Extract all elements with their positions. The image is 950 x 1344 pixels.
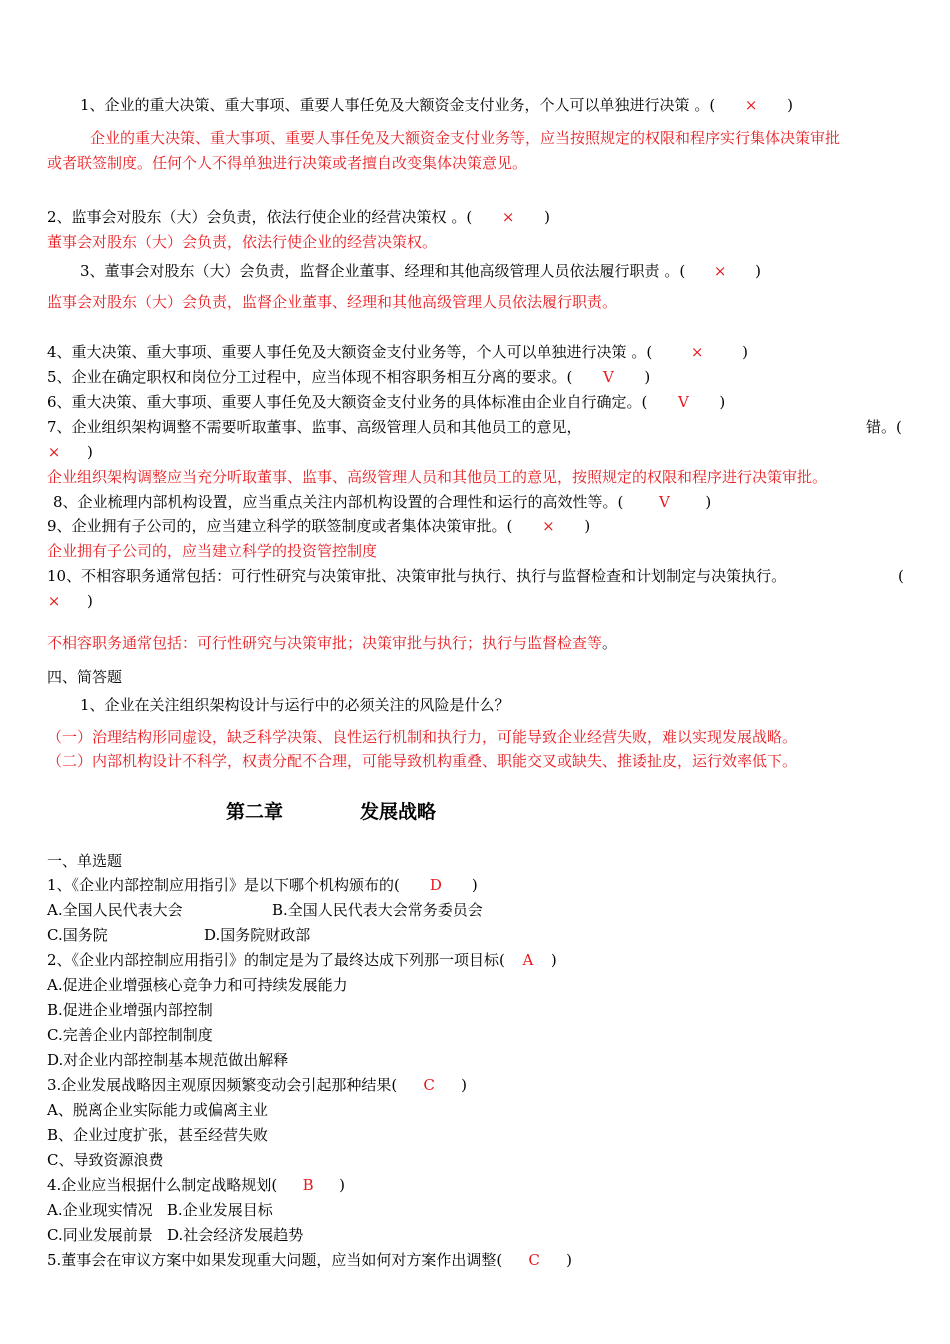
tf-answer-2: × — [501, 208, 515, 226]
short-answer-heading: 四、简答题 — [47, 668, 123, 686]
tf-answer-8: V — [658, 493, 670, 511]
tf-question-7-answer-line: × ) — [47, 443, 93, 461]
tf-question-7-verdict: 错。( — [866, 418, 902, 436]
mc-q4-options-ab: A.企业现实情况 B.企业发展目标 — [47, 1201, 273, 1219]
short-answer-point-1: （一）治理结构形同虚设，缺乏科学决策、良性运行机制和执行力，可能导致企业经营失败，难以实现发展战略。 — [47, 728, 798, 746]
tf-answer-5: V — [602, 368, 614, 386]
mc-question-3: 3.企业发展战略因主观原因频繁变动会引起那种结果( C ) — [47, 1076, 468, 1094]
tf-question-3: 3、董事会对股东（大）会负责，监督企业董事、经理和其他高级管理人员依法履行职责 。( × ) — [80, 262, 762, 280]
tf-explanation-1b: 或者联签制度。任何个人不得单独进行决策或者擅自改变集体决策意见。 — [47, 154, 528, 172]
mc-q4-options-cd: C.同业发展前景 D.社会经济发展趋势 — [47, 1226, 304, 1244]
mc-q3-option-c: C、导致资源浪费 — [47, 1151, 164, 1169]
tf-explanation-2: 董事会对股东（大）会负责，依法行使企业的经营决策权。 — [47, 233, 438, 251]
tf-answer-9: × — [542, 517, 555, 535]
tf-answer-10: × — [47, 592, 61, 610]
tf-question-5: 5、企业在确定职权和岗位分工过程中，应当体现不相容职务相互分离的要求。( V ) — [47, 368, 651, 386]
chapter-title: 发展战略 — [360, 801, 437, 823]
tf-explanation-9: 企业拥有子公司的，应当建立科学的投资管控制度 — [47, 542, 378, 560]
mc-question-4: 4.企业应当根据什么制定战略规划( B ) — [47, 1176, 346, 1194]
tf-answer-7: × — [47, 443, 61, 461]
tf-answer-4: × — [690, 343, 704, 361]
tf-explanation-1a: 企业的重大决策、重大事项、重要人事任免及大额资金支付业务等，应当按照规定的权限和程序实行集体决策审批 — [90, 129, 841, 147]
tf-explanation-10: 不相容职务通常包括：可行性研究与决策审批；决策审批与执行；执行与监督检查等。 — [47, 634, 618, 652]
mc-heading: 一、单选题 — [47, 852, 123, 870]
tf-question-10-paren: ( — [898, 567, 904, 585]
mc-answer-5: C — [528, 1251, 540, 1269]
tf-question-1: 1、企业的重大决策、重大事项、重要人事任免及大额资金支付业务，个人可以单独进行决策 。( × ) — [80, 96, 794, 114]
tf-question-9: 9、企业拥有子公司的，应当建立科学的联签制度或者集体决策审批。( × ) — [47, 517, 591, 535]
tf-question-2: 2、监事会对股东（大）会负责，依法行使企业的经营决策权 。( × ) — [47, 208, 551, 226]
mc-answer-3: C — [423, 1076, 435, 1094]
mc-q1-option-c: C.国务院 — [47, 926, 108, 944]
mc-question-5: 5.董事会在审议方案中如果发现重大问题，应当如何对方案作出调整( C ) — [47, 1251, 573, 1269]
tf-question-6: 6、重大决策、重大事项、重要人事任免及大额资金支付业务的具体标准由企业自行确定。( V ) — [47, 393, 726, 411]
tf-answer-6: V — [677, 393, 689, 411]
mc-q2-option-b: B.促进企业增强内部控制 — [47, 1001, 213, 1019]
tf-question-10: 10、不相容职务通常包括：可行性研究与决策审批、决策审批与执行、执行与监督检查和计划制定与决策执行。 — [47, 567, 787, 585]
tf-answer-3: × — [713, 262, 727, 280]
mc-question-1: 1、《企业内部控制应用指引》是以下哪个机构颁布的( D ) — [47, 876, 478, 894]
mc-q3-option-a: A、脱离企业实际能力或偏离主业 — [47, 1101, 268, 1119]
tf-question-8: 8、企业梳理内部机构设置，应当重点关注内部机构设置的合理性和运行的高效性等。( V ) — [53, 493, 712, 511]
mc-q2-option-d: D.对企业内部控制基本规范做出解释 — [47, 1051, 289, 1069]
tf-question-10-answer-line: × ) — [47, 592, 93, 610]
mc-q1-option-b: B.全国人民代表大会常务委员会 — [272, 901, 483, 919]
short-answer-point-2: （二）内部机构设计不科学，权责分配不合理，可能导致机构重叠、职能交叉或缺失、推诿扯皮，运行效率低下。 — [47, 752, 798, 770]
mc-q1-option-d: D.国务院财政部 — [204, 926, 311, 944]
mc-question-2: 2、《企业内部控制应用指引》的制定是为了最终达成下列那一项目标( A ) — [47, 951, 557, 969]
tf-explanation-3: 监事会对股东（大）会负责，监督企业董事、经理和其他高级管理人员依法履行职责。 — [47, 293, 618, 311]
short-answer-question-1: 1、企业在关注组织架构设计与运行中的必须关注的风险是什么？ — [80, 696, 510, 714]
chapter-number: 第二章 — [226, 801, 284, 823]
tf-answer-1: × — [744, 96, 758, 114]
mc-answer-1: D — [429, 876, 442, 894]
mc-answer-2: A — [522, 951, 534, 969]
mc-q3-option-b: B、企业过度扩张，甚至经营失败 — [47, 1126, 269, 1144]
mc-q2-option-a: A.促进企业增强核心竞争力和可持续发展能力 — [47, 976, 348, 994]
tf-question-7: 7、企业组织架构调整不需要听取董事、监事、高级管理人员和其他员工的意见， — [47, 418, 582, 436]
tf-question-4: 4、重大决策、重大事项、重要人事任免及大额资金支付业务等，个人可以单独进行决策 。( × ) — [47, 343, 749, 361]
mc-answer-4: B — [302, 1176, 314, 1194]
mc-q2-option-c: C.完善企业内部控制制度 — [47, 1026, 213, 1044]
mc-q1-option-a: A.全国人民代表大会 — [47, 901, 183, 919]
tf-explanation-7: 企业组织架构调整应当充分听取董事、监事、高级管理人员和其他员工的意见，按照规定的权限和程序进行决策审批。 — [47, 468, 828, 486]
